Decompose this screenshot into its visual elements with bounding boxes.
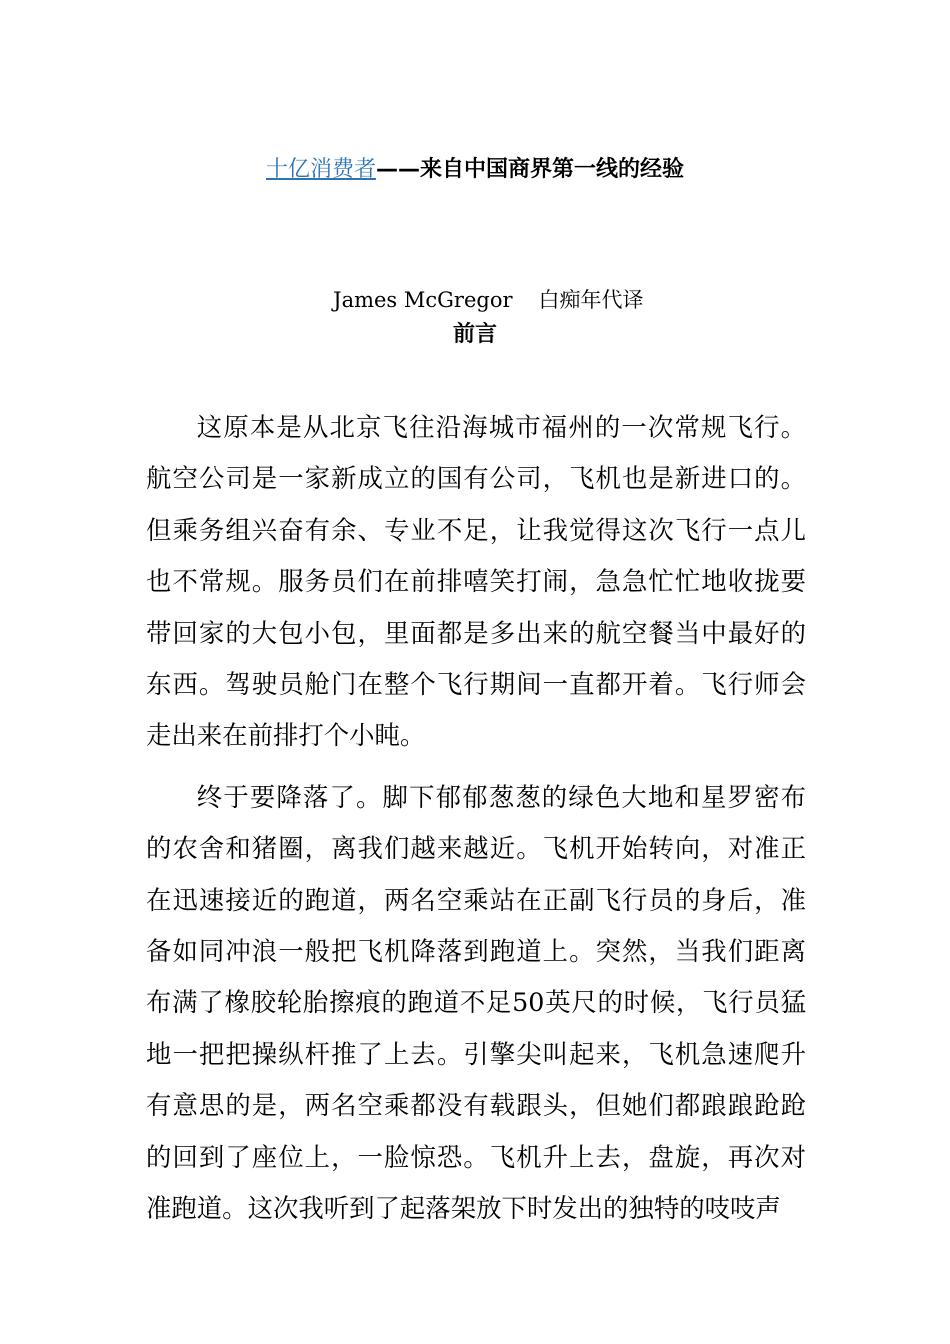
paragraph: 这原本是从北京飞往沿海城市福州的一次常规飞行。航空公司是一家新成立的国有公司，飞机也是新进口的。但乘务组兴奋有余、专业不足，让我觉得这次飞行一点儿也不常规。服务员们在前排嘻笑打闹，急急忙忙地收拢要带回家的大包小包，里面都是多出来的航空餐当中最好的东西。驾驶员舱门在整个飞行期间一直都开着。飞行师会走出来在前排打个小盹。: [146, 412, 806, 751]
book-title-link[interactable]: 十亿消费者: [265, 157, 376, 182]
paragraph: 终于要降落了。脚下郁郁葱葱的绿色大地和星罗密布的农舍和猪圈，离我们越来越近。飞机开始转向，对准正在迅速接近的跑道，两名空乘站在正副飞行员的身后，准备如同冲浪一般把飞机降落到跑道上。突然，当我们距离布满了橡胶轮胎擦痕的跑道不足50英尺的时候，飞行员猛地一把把操纵杆推了上去。引擎尖叫起来，飞机急速爬升有意思的是，两名空乘都没有载跟头，但她们都踉踉跄跄的回到了座位上，一脸惊恐。飞机升上去，盘旋，再次对准跑道。这次我听到了起落架放下时发出的独特的吱吱声: [146, 781, 806, 1224]
author-name: James McGregor: [333, 288, 513, 312]
preface-heading: 前言: [452, 322, 497, 347]
subtitle-text: ——来自中国商界第一线的经验: [376, 157, 685, 182]
document-title: [0, 150, 950, 190]
body-text: [146, 402, 806, 1245]
translator-credit: 白痴年代译: [538, 288, 644, 312]
